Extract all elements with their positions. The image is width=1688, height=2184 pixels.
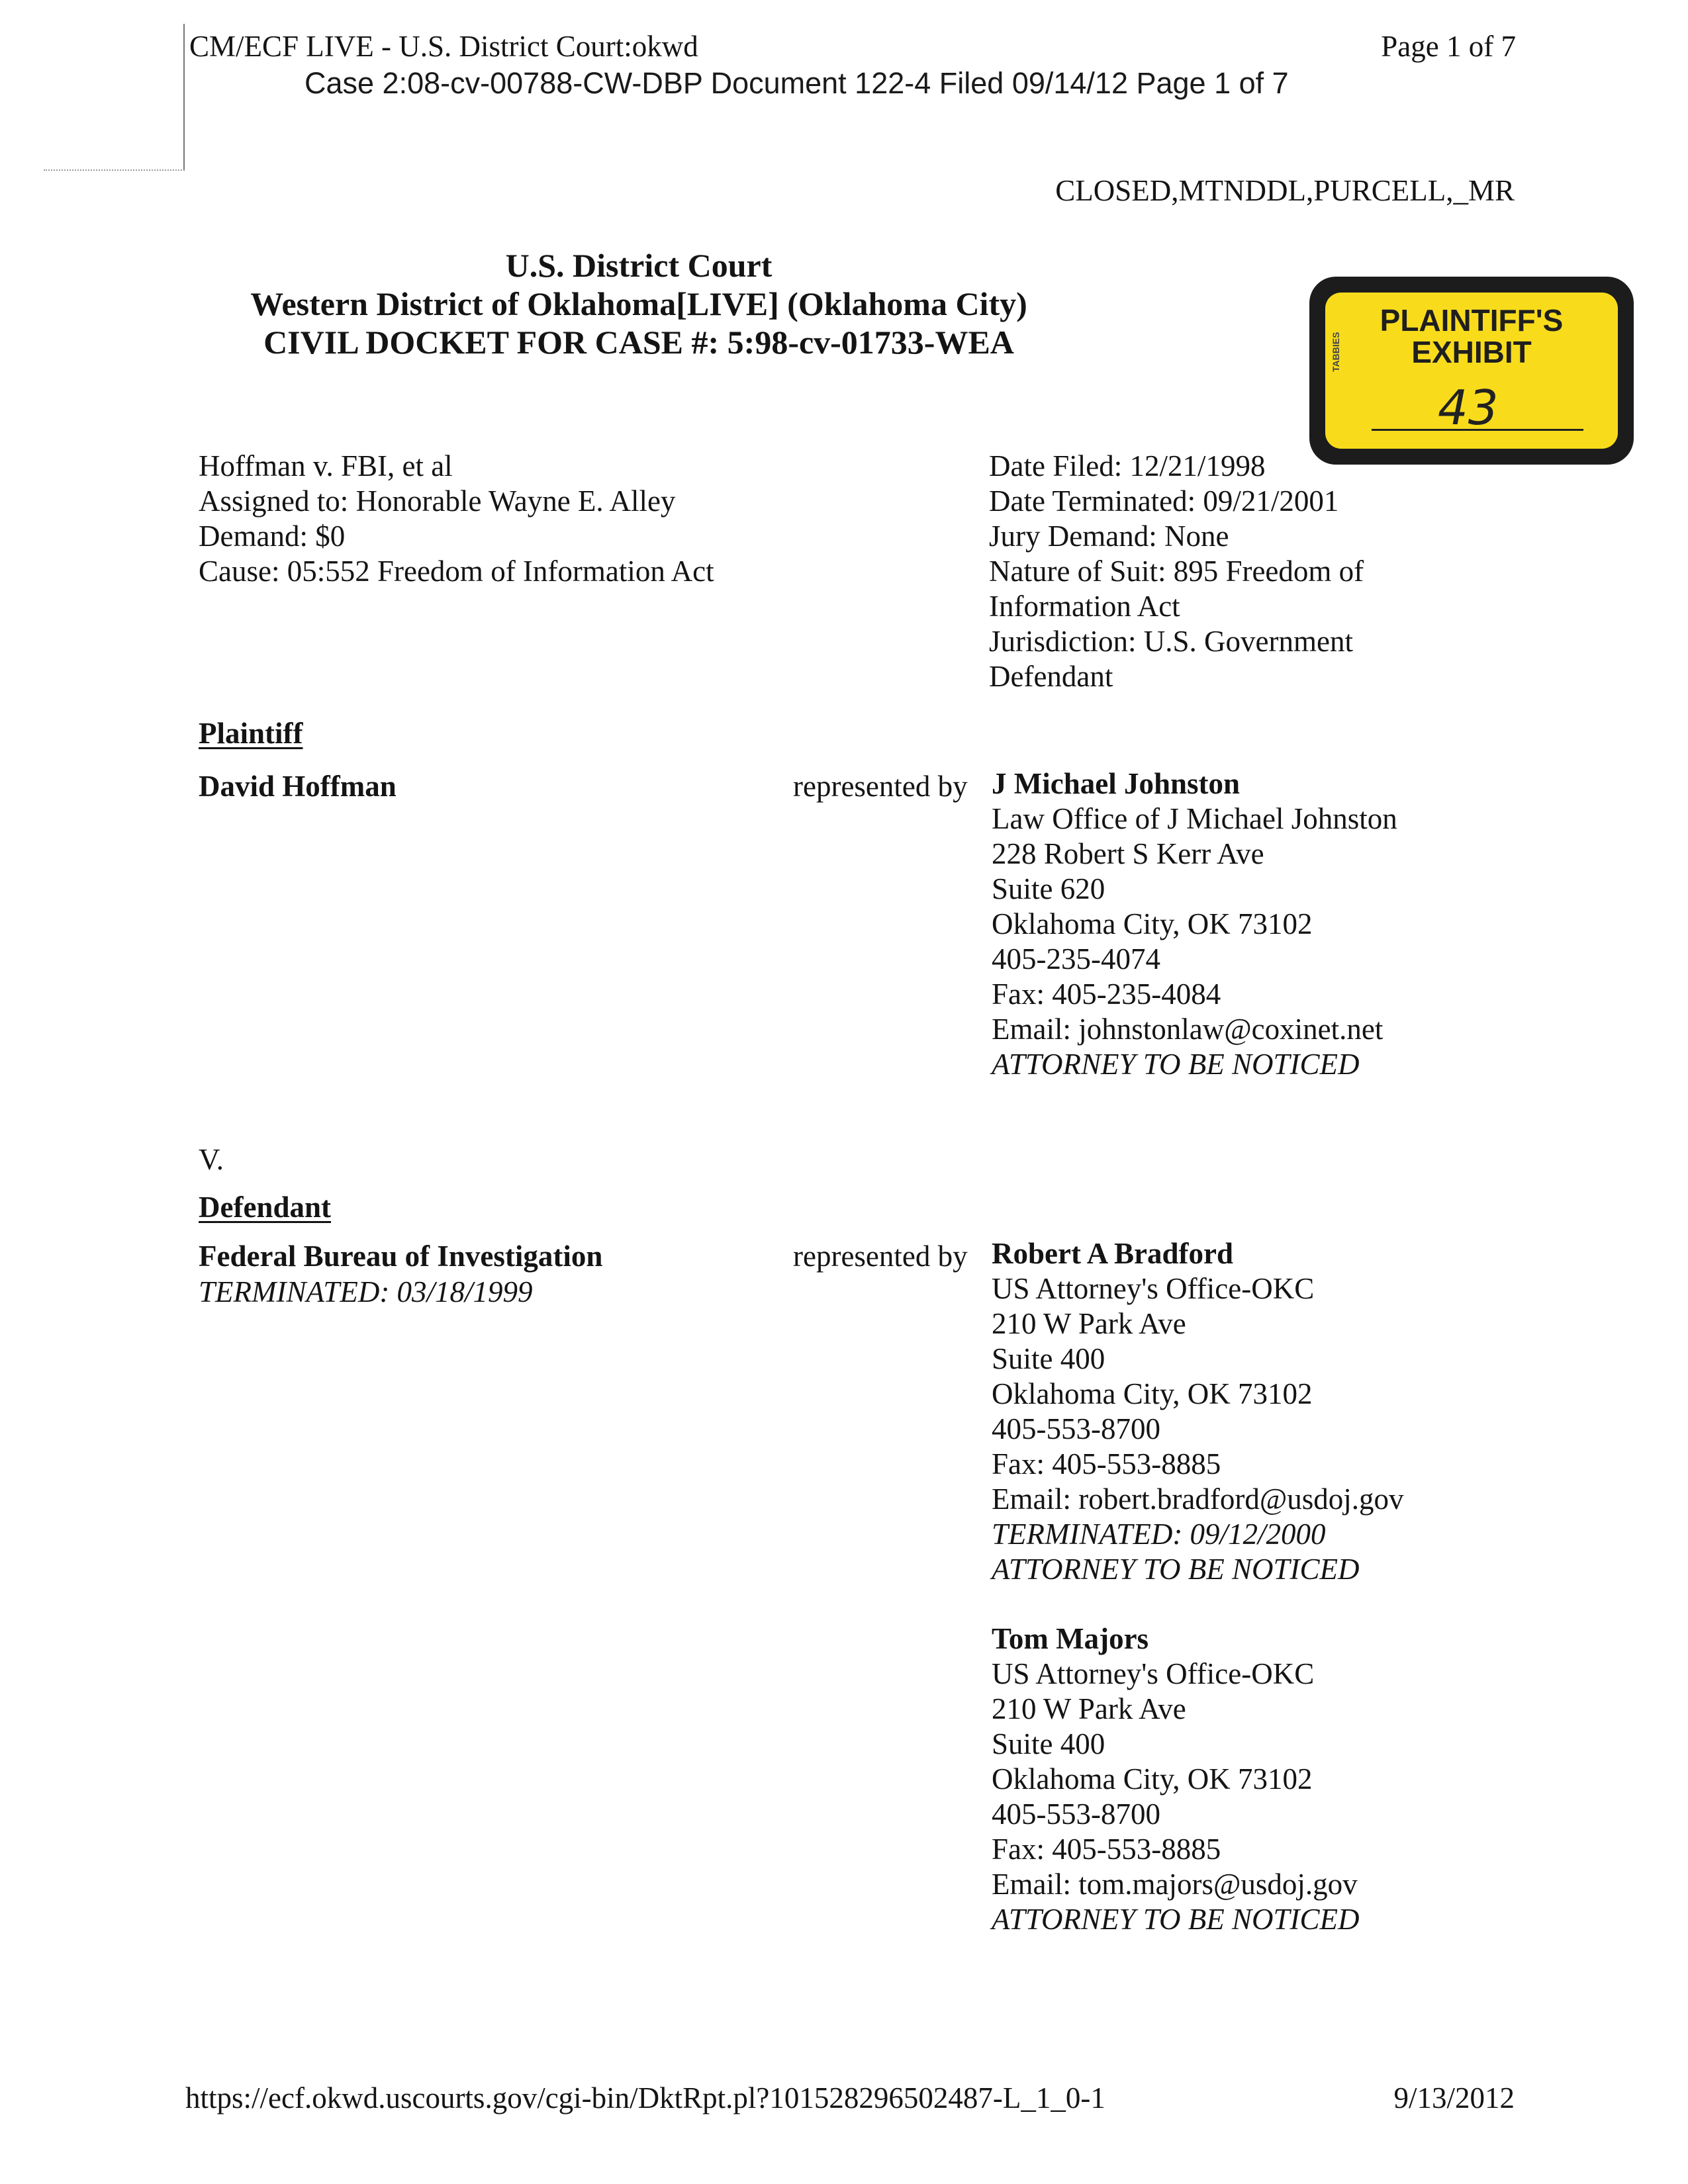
plaintiff-name: David Hoffman (199, 770, 397, 803)
plaintiff-represented-by: represented by (793, 770, 968, 803)
source-header: CM/ECF LIVE - U.S. District Court:okwd (189, 30, 698, 63)
attorney-city: Oklahoma City, OK 73102 (992, 1762, 1313, 1796)
cause: Cause: 05:552 Freedom of Information Act (199, 555, 714, 588)
attorney-office: US Attorney's Office-OKC (992, 1272, 1315, 1305)
page-number: Page 1 of 7 (1381, 30, 1516, 63)
defendant-terminated: TERMINATED: 03/18/1999 (199, 1275, 533, 1308)
attorney-office: US Attorney's Office-OKC (992, 1657, 1315, 1690)
district-name: Western District of Oklahoma[LIVE] (Oklahoma City) (250, 285, 1027, 322)
crop-mark-horizontal (44, 169, 185, 171)
defendant-attorney-block (992, 1236, 1404, 1587)
case-flags: CLOSED,MTNDDL,PURCELL,_MR (1055, 174, 1515, 207)
exhibit-number-line (1372, 429, 1583, 431)
attorney-firm: Law Office of J Michael Johnston (992, 802, 1397, 835)
attorney-status: ATTORNEY TO BE NOTICED (992, 1553, 1360, 1586)
versus: V. (199, 1143, 224, 1176)
exhibit-brand-mark: TABBIES (1331, 332, 1341, 372)
docket-title (0, 246, 1278, 361)
attorney-fax: Fax: 405-553-8885 (992, 1833, 1221, 1866)
plaintiff-attorney-block (992, 766, 1397, 1082)
defendant-label: Defendant (199, 1191, 331, 1224)
attorney-name: J Michael Johnston (992, 767, 1241, 800)
case-info-left (199, 449, 714, 589)
footer-date: 9/13/2012 (1393, 2081, 1515, 2115)
footer-url: https://ecf.okwd.uscourts.gov/cgi-bin/DktRpt.pl?101528296502487-L_1_0-1 (185, 2081, 1105, 2115)
attorney-phone: 405-553-8700 (992, 1412, 1160, 1445)
exhibit-number: 43 (1438, 380, 1499, 435)
attorney-fax: Fax: 405-553-8885 (992, 1447, 1221, 1480)
attorney-suite: Suite 620 (992, 872, 1105, 905)
crop-mark-vertical (183, 24, 185, 171)
attorney-status: ATTORNEY TO BE NOTICED (992, 1903, 1360, 1936)
jury-demand: Jury Demand: None (989, 520, 1229, 553)
attorney-street: 210 W Park Ave (992, 1692, 1186, 1725)
exhibit-label-line1: PLAINTIFF'S (1380, 303, 1564, 338)
attorney-suite: Suite 400 (992, 1727, 1105, 1760)
defendant-attorney-block (992, 1621, 1360, 1937)
defendant-represented-by: represented by (793, 1240, 968, 1273)
exhibit-label-line2: EXHIBIT (1411, 335, 1532, 369)
case-filing-stamp: Case 2:08-cv-00788-CW-DBP Document 122-4 Filed 09/14/12 Page 1 of 7 (305, 66, 1289, 100)
attorney-street: 210 W Park Ave (992, 1307, 1186, 1340)
date-terminated: Date Terminated: 09/21/2001 (989, 484, 1339, 518)
court-name: U.S. District Court (505, 247, 773, 284)
attorney-email: Email: johnstonlaw@coxinet.net (992, 1013, 1383, 1046)
attorney-name: Robert A Bradford (992, 1237, 1233, 1270)
date-filed: Date Filed: 12/21/1998 (989, 449, 1266, 482)
case-number-heading: CIVIL DOCKET FOR CASE #: 5:98-cv-01733-WEA (263, 324, 1014, 361)
attorney-fax: Fax: 405-235-4084 (992, 978, 1221, 1011)
exhibit-sticker (1309, 277, 1634, 465)
attorney-status: ATTORNEY TO BE NOTICED (992, 1048, 1360, 1081)
case-info-right (989, 449, 1452, 694)
attorney-suite: Suite 400 (992, 1342, 1105, 1375)
assigned-judge: Assigned to: Honorable Wayne E. Alley (199, 484, 676, 518)
attorney-name: Tom Majors (992, 1622, 1149, 1655)
nature-of-suit: Nature of Suit: 895 Freedom of Information Act (989, 555, 1364, 623)
attorney-terminated: TERMINATED: 09/12/2000 (992, 1518, 1326, 1551)
exhibit-sticker-face (1325, 293, 1618, 449)
jurisdiction: Jurisdiction: U.S. Government Defendant (989, 625, 1353, 693)
plaintiff-label: Plaintiff (199, 717, 303, 750)
defendant-name: Federal Bureau of Investigation (199, 1240, 603, 1273)
attorney-phone: 405-235-4074 (992, 942, 1160, 976)
attorney-street: 228 Robert S Kerr Ave (992, 837, 1264, 870)
attorney-city: Oklahoma City, OK 73102 (992, 1377, 1313, 1410)
attorney-email: Email: robert.bradford@usdoj.gov (992, 1482, 1404, 1516)
demand: Demand: $0 (199, 520, 346, 553)
exhibit-label (1325, 304, 1618, 368)
attorney-email: Email: tom.majors@usdoj.gov (992, 1868, 1358, 1901)
case-caption: Hoffman v. FBI, et al (199, 449, 453, 482)
attorney-city: Oklahoma City, OK 73102 (992, 907, 1313, 940)
attorney-phone: 405-553-8700 (992, 1797, 1160, 1831)
